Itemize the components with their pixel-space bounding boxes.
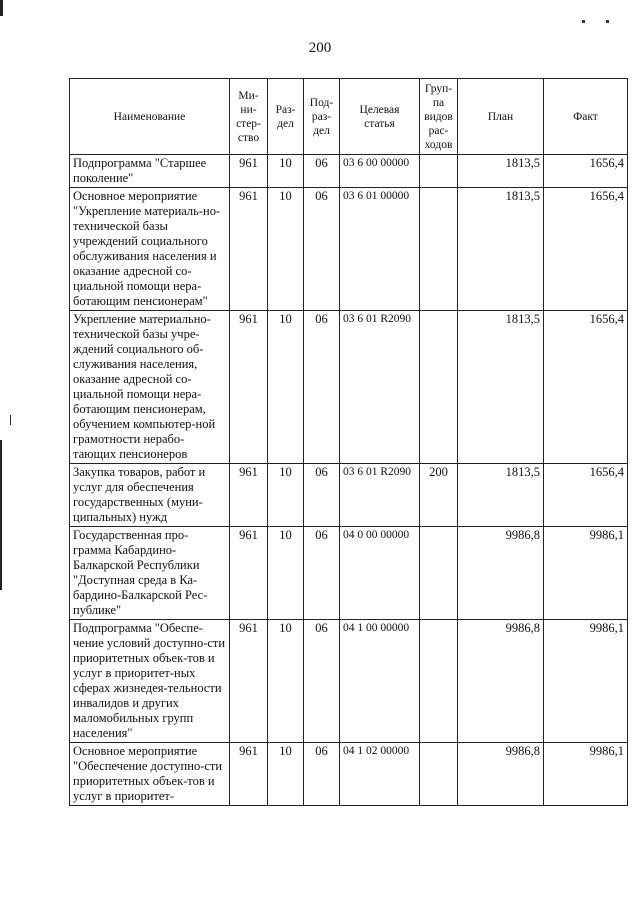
col-header-fact: Факт	[544, 79, 628, 155]
row-fact: 9986,1	[544, 743, 628, 806]
budget-table	[69, 78, 628, 806]
row-name: Основное мероприятие "Обеспечение доступно-сти приоритетных объек-тов и услуг в приоритет-	[70, 743, 230, 806]
row-fact: 1656,4	[544, 464, 628, 527]
row-target: 03 6 00 00000	[340, 155, 420, 188]
row-target: 03 6 01 00000	[340, 188, 420, 311]
row-ministry: 961	[230, 620, 268, 743]
scan-dot	[606, 20, 609, 23]
table-row	[70, 311, 628, 464]
row-section: 10	[268, 188, 304, 311]
row-name: Подпрограмма "Старшее поколение"	[70, 155, 230, 188]
row-target: 04 1 02 00000	[340, 743, 420, 806]
row-subsection: 06	[304, 620, 340, 743]
col-header-group: Груп- па видов рас- ходов	[420, 79, 458, 155]
row-subsection: 06	[304, 743, 340, 806]
row-group	[420, 155, 458, 188]
row-subsection: 06	[304, 311, 340, 464]
row-plan: 9986,8	[458, 527, 544, 620]
col-header-name: Наименование	[70, 79, 230, 155]
row-plan: 1813,5	[458, 464, 544, 527]
row-plan: 1813,5	[458, 155, 544, 188]
row-subsection: 06	[304, 188, 340, 311]
row-fact: 1656,4	[544, 188, 628, 311]
table-row	[70, 155, 628, 188]
row-name: Основное мероприятие "Укрепление материаль-но-технической базы учреждений социального обслуживания населения и оказание адресной со-циальной помощи нера-ботающим пенсионерам"	[70, 188, 230, 311]
row-fact: 9986,1	[544, 620, 628, 743]
table-row	[70, 527, 628, 620]
row-group	[420, 311, 458, 464]
col-header-target: Целевая статья	[340, 79, 420, 155]
row-ministry: 961	[230, 311, 268, 464]
row-target: 04 1 00 00000	[340, 620, 420, 743]
row-target: 03 6 01 R2090	[340, 311, 420, 464]
row-ministry: 961	[230, 527, 268, 620]
row-group: 200	[420, 464, 458, 527]
row-target: 03 6 01 R2090	[340, 464, 420, 527]
row-name: Государственная про-грамма Кабардино-Балкарской Республики "Доступная среда в Ка-бардино-Балкарской Рес-публике"	[70, 527, 230, 620]
row-group	[420, 620, 458, 743]
table-row	[70, 188, 628, 311]
row-name: Укрепление материально-технической базы учре-ждений социального об-служивания населения, оказание адресной со-циальной помощи нера-ботающим пенсионерам, обучением компьютер-ной грамотности нерабо-тающих пенсионеров	[70, 311, 230, 464]
row-group	[420, 188, 458, 311]
table-row	[70, 620, 628, 743]
row-section: 10	[268, 743, 304, 806]
row-section: 10	[268, 311, 304, 464]
scan-margin-mark	[0, 0, 3, 16]
col-header-subsection: Под- раз- дел	[304, 79, 340, 155]
row-subsection: 06	[304, 155, 340, 188]
scan-margin-mark	[0, 440, 2, 590]
row-fact: 9986,1	[544, 527, 628, 620]
row-name: Закупка товаров, работ и услуг для обеспечения государственных (муни-ципальных) нужд	[70, 464, 230, 527]
row-ministry: 961	[230, 743, 268, 806]
table-row	[70, 743, 628, 806]
row-group	[420, 527, 458, 620]
row-name: Подпрограмма "Обеспе-чение условий доступно-сти приоритетных объек-тов и услуг в приоритет-ных сферах жизнедея-тельности инвалидов и других маломобильных групп населения"	[70, 620, 230, 743]
col-header-section: Раз- дел	[268, 79, 304, 155]
row-ministry: 961	[230, 155, 268, 188]
col-header-ministry: Ми- ни- стер- ство	[230, 79, 268, 155]
row-group	[420, 743, 458, 806]
scan-dot	[582, 20, 585, 23]
row-plan: 1813,5	[458, 188, 544, 311]
scan-margin-mark	[10, 415, 11, 425]
row-plan: 9986,8	[458, 743, 544, 806]
row-fact: 1656,4	[544, 311, 628, 464]
row-subsection: 06	[304, 464, 340, 527]
table-header-row	[70, 79, 628, 155]
row-section: 10	[268, 527, 304, 620]
row-ministry: 961	[230, 188, 268, 311]
row-section: 10	[268, 155, 304, 188]
row-fact: 1656,4	[544, 155, 628, 188]
page-number: 200	[308, 40, 332, 56]
row-ministry: 961	[230, 464, 268, 527]
col-header-plan: План	[458, 79, 544, 155]
row-target: 04 0 00 00000	[340, 527, 420, 620]
row-section: 10	[268, 464, 304, 527]
row-section: 10	[268, 620, 304, 743]
table-row	[70, 464, 628, 527]
row-subsection: 06	[304, 527, 340, 620]
row-plan: 9986,8	[458, 620, 544, 743]
row-plan: 1813,5	[458, 311, 544, 464]
